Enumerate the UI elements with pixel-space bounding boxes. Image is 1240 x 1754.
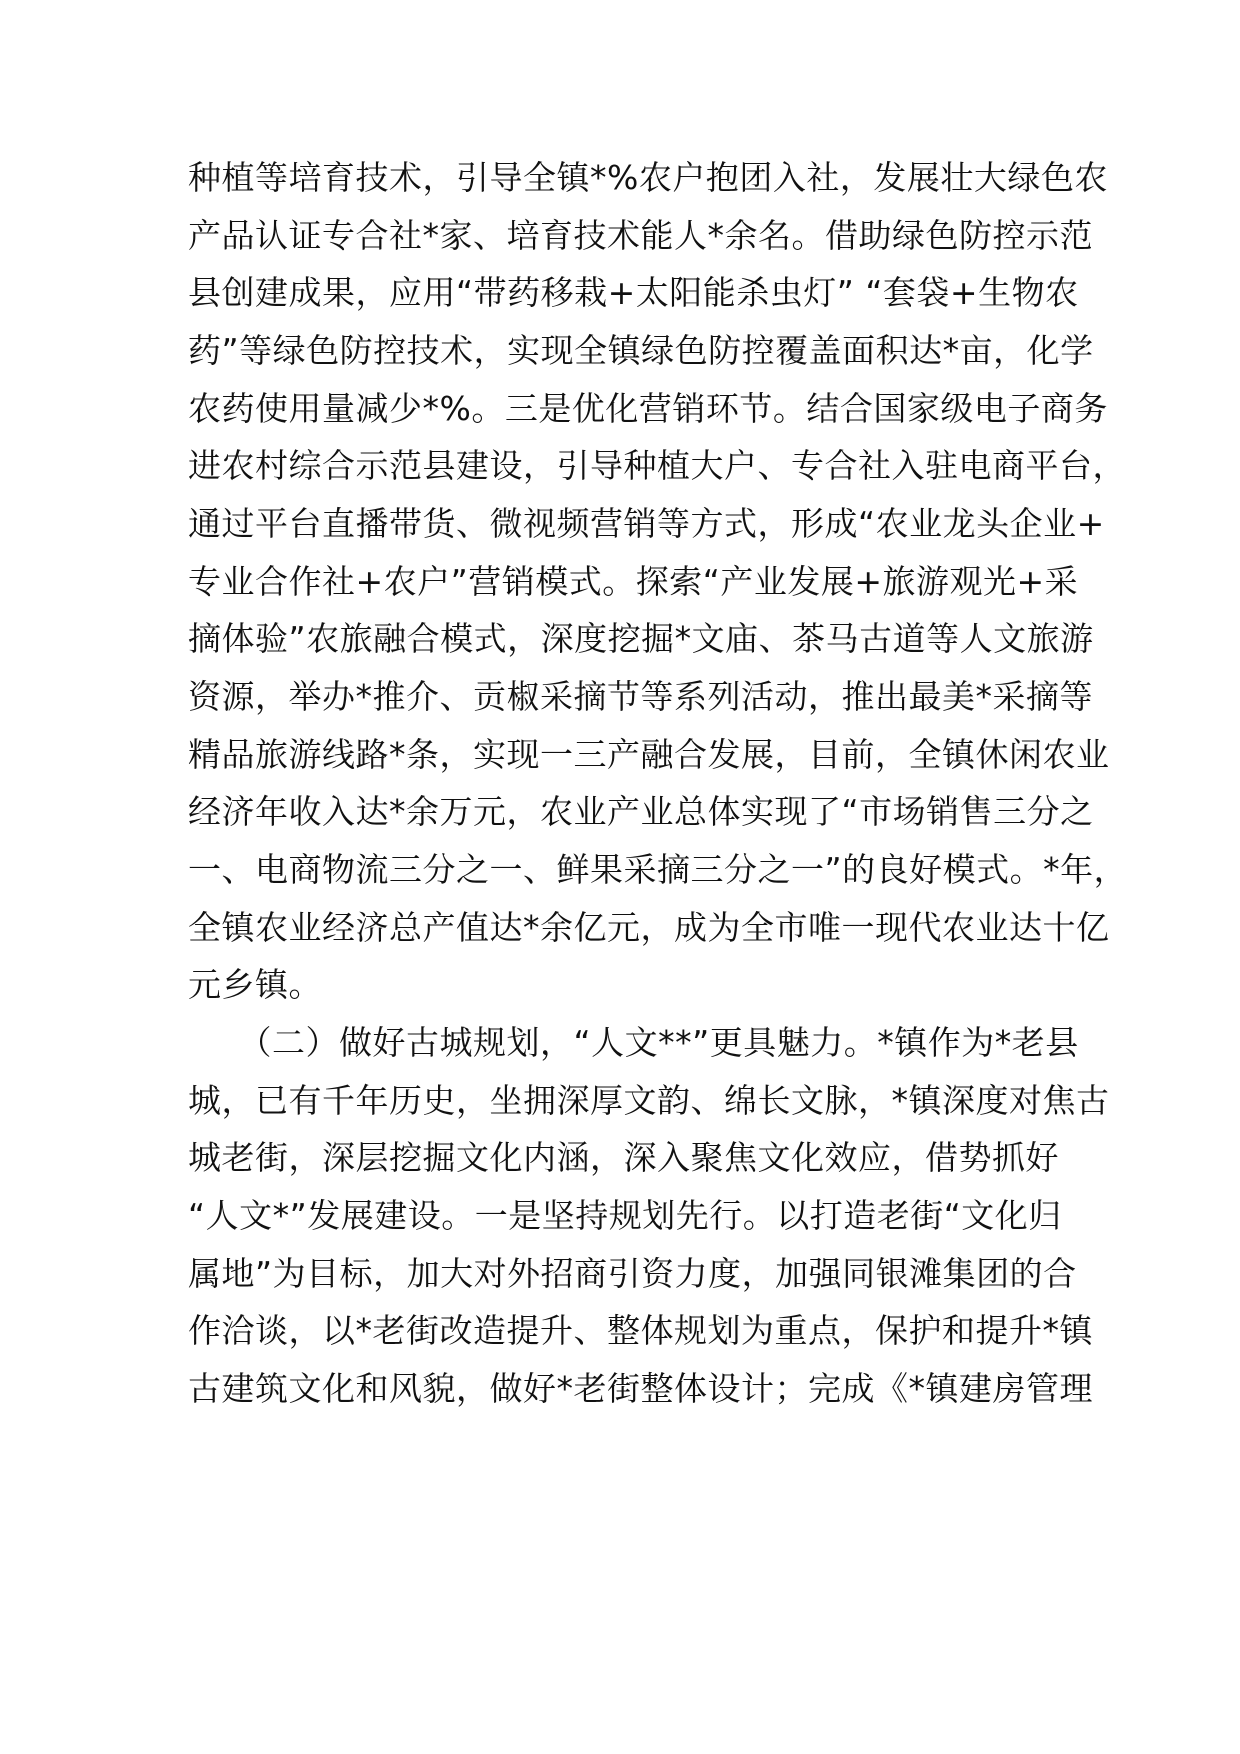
text-line: 进农村综合示范县建设，引导种植大户、专合社入驻电商平台， [188, 446, 1126, 485]
text-line: 古建筑文化和风貌，做好*老街整体设计；完成《*镇建房管理 [188, 1369, 1093, 1408]
text-line: 属地”为目标，加大对外招商引资力度，加强同银滩集团的合 [188, 1254, 1077, 1293]
text-line: 经济年收入达*余万元，农业产业总体实现了“市场销售三分之 [188, 792, 1094, 831]
text-line: 县创建成果，应用“带药移栽+太阳能杀虫灯” “套袋+生物农 [188, 273, 1079, 312]
text-line: 城，已有千年历史，坐拥深厚文韵、绵长文脉，*镇深度对焦古 [188, 1081, 1110, 1120]
text-line: “人文*”发展建设。一是坚持规划先行。以打造老街“文化归 [188, 1196, 1062, 1235]
text-line: 摘体验”农旅融合模式，深度挖掘*文庙、茶马古道等人文旅游 [188, 619, 1094, 658]
text-line: 通过平台直播带货、微视频营销等方式，形成“农业龙头企业+ [188, 504, 1105, 543]
text-line: 全镇农业经济总产值达*余亿元，成为全市唯一现代农业达十亿 [188, 908, 1110, 947]
text-line: 药”等绿色防控技术，实现全镇绿色防控覆盖面积达*亩，化学 [188, 331, 1094, 370]
text-line: 一、电商物流三分之一、鲜果采摘三分之一”的良好模式。*年， [188, 850, 1128, 889]
text-line: 元乡镇。 [188, 965, 322, 1004]
text-line: 农药使用量减少*%。三是优化营销环节。结合国家级电子商务 [188, 389, 1108, 428]
text-line: 精品旅游线路*条，实现一三产融合发展，目前，全镇休闲农业 [188, 735, 1110, 774]
text-line: 资源，举办*推介、贡椒采摘节等系列活动，推出最美*采摘等 [188, 677, 1093, 716]
text-line: 作洽谈，以*老街改造提升、整体规划为重点，保护和提升*镇 [188, 1311, 1093, 1350]
text-line: 产品认证专合社*家、培育技术能人*余名。借助绿色防控示范 [188, 216, 1093, 255]
text-line: 专业合作社+农户”营销模式。探索“产业发展+旅游观光+采 [188, 562, 1079, 601]
text-line: 种植等培育技术，引导全镇*%农户抱团入社，发展壮大绿色农 [188, 158, 1108, 197]
text-line: 城老街，深层挖掘文化内涵，深入聚焦文化效应，借势抓好 [188, 1138, 1059, 1177]
paragraph-heading: （二）做好古城规划，“人文**”更具魅力。*镇作为*老县 [188, 1023, 1079, 1062]
